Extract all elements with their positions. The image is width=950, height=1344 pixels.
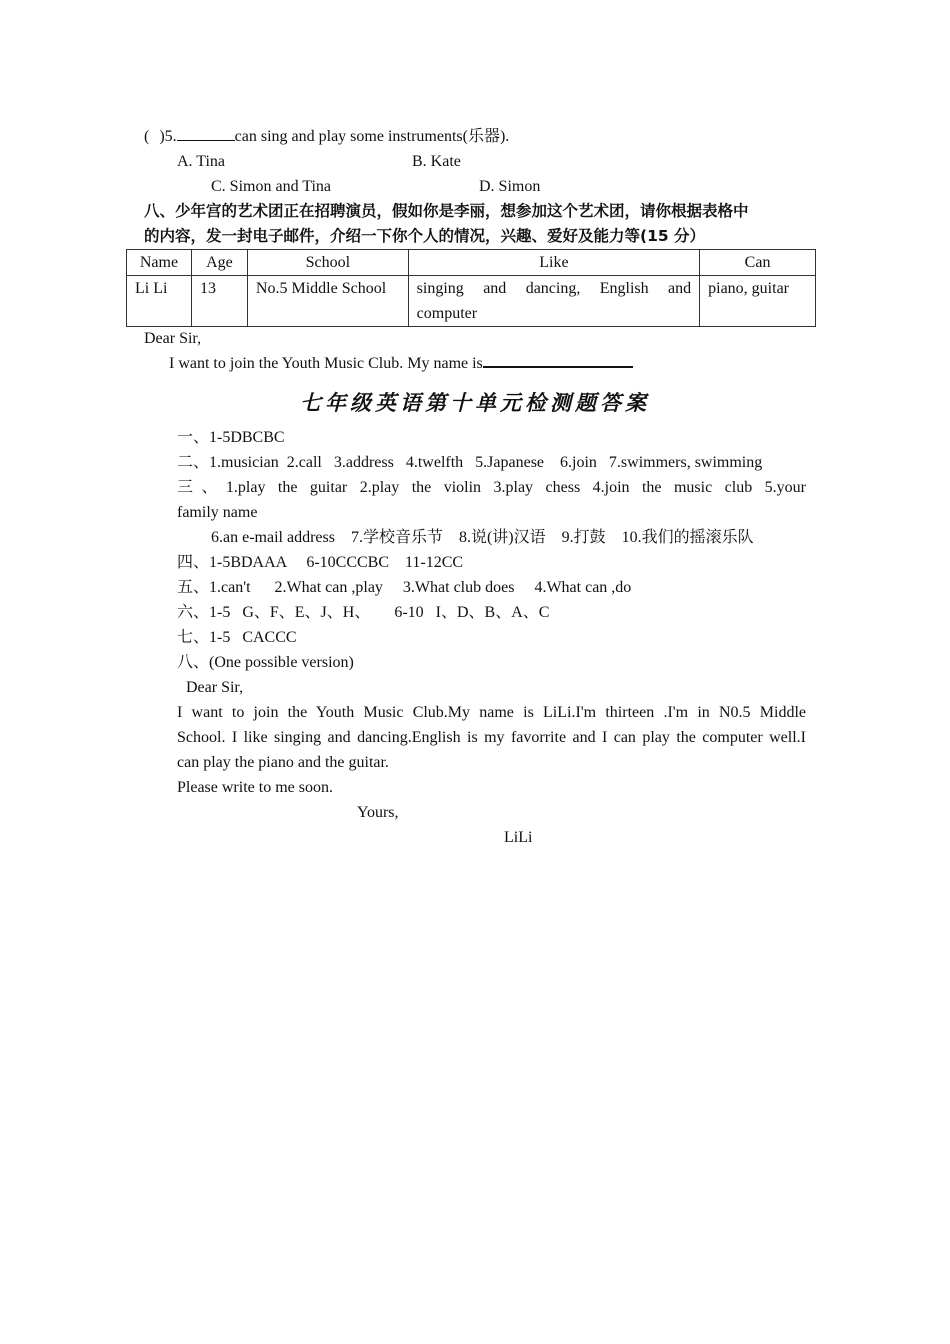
section8-instruction-line2: 的内容，发一封电子邮件，介绍一下你个人的情况，兴趣、爱好及能力等(15 分） — [144, 227, 706, 245]
q5-paren-open: ( — [144, 128, 150, 145]
sample-letter-line3: can play the piano and the guitar. — [177, 754, 389, 771]
table-cell-like-line1: singing and dancing, English and — [416, 280, 692, 297]
sample-letter-signature: LiLi — [504, 829, 533, 846]
table-header-school: School — [247, 250, 408, 276]
table-cell-can: piano, guitar — [700, 276, 816, 327]
q5-answer-blank — [177, 125, 235, 141]
table-cell-like-line2: computer — [416, 305, 478, 322]
table-cell-like — [408, 276, 699, 327]
table-header-can: Can — [700, 250, 816, 276]
table-row — [127, 276, 816, 327]
sample-letter-line4: Please write to me soon. — [177, 779, 333, 796]
answer-section-8: 八、(One possible version) — [177, 654, 354, 671]
table-header-name: Name — [127, 250, 192, 276]
answer-section-3-line2: family name — [177, 504, 258, 521]
answer-key-title: 七年级英语第十单元检测题答案 — [300, 390, 650, 415]
q5-question — [144, 124, 509, 149]
sample-letter-closing: Yours, — [357, 804, 399, 821]
q5-option-b: B. Kate — [412, 153, 461, 170]
section8-instruction-line1: 八、少年宫的艺术团正在招聘演员，假如你是李丽，想参加这个艺术团，请你根据表格中 — [144, 202, 749, 220]
answer-section-5: 五、1.can't 2.What can ,play 3.What club does 4.What can ,do — [177, 579, 632, 596]
q5-text: can sing and play some instruments(乐器). — [234, 128, 510, 145]
q5-option-c: C. Simon and Tina — [211, 178, 332, 195]
table-cell-age: 13 — [191, 276, 247, 327]
letter-greeting: Dear Sir, — [144, 330, 202, 347]
table-header-row — [127, 250, 816, 276]
answer-section-7: 七、1-5 CACCC — [177, 629, 297, 646]
table-cell-school: No.5 Middle School — [247, 276, 408, 327]
table-cell-name: Li Li — [127, 276, 192, 327]
name-answer-blank — [483, 351, 633, 368]
sample-letter-line1: I want to join the Youth Music Club.My name is LiLi.I'm thirteen .I'm in N0.5 Middle — [177, 704, 806, 721]
table-header-like: Like — [408, 250, 699, 276]
letter-opening-text: I want to join the Youth Music Club. My name is — [169, 355, 483, 372]
sample-letter-greeting: Dear Sir, — [186, 679, 244, 696]
info-table — [126, 249, 816, 327]
answer-section-1: 一、1-5DBCBC — [177, 429, 285, 446]
q5-option-a: A. Tina — [177, 153, 226, 170]
table-header-age: Age — [191, 250, 247, 276]
q5-option-d: D. Simon — [479, 178, 541, 195]
sample-letter-line2: School. I like singing and dancing.English is my favorrite and I can play the computer well.I — [177, 729, 806, 746]
q5-paren-close: ) — [159, 128, 165, 145]
q5-number: 5. — [164, 128, 177, 145]
answer-section-3-line1: 三、1.play the guitar 2.play the violin 3.play chess 4.join the music club 5.your — [177, 479, 806, 496]
answer-section-4: 四、1-5BDAAA 6-10CCCBC 11-12CC — [177, 554, 464, 571]
answer-section-6: 六、1-5 G、F、E、J、H、 6-10 I、D、B、A、C — [177, 604, 550, 621]
letter-opening — [169, 351, 633, 376]
answer-section-3-line3: 6.an e-mail address 7.学校音乐节 8.说(讲)汉语 9.打鼓 10.我们的摇滚乐队 — [211, 529, 754, 546]
answer-section-2: 二、1.musician 2.call 3.address 4.twelfth 5.Japanese 6.join 7.swimmers, swimming — [177, 454, 763, 471]
